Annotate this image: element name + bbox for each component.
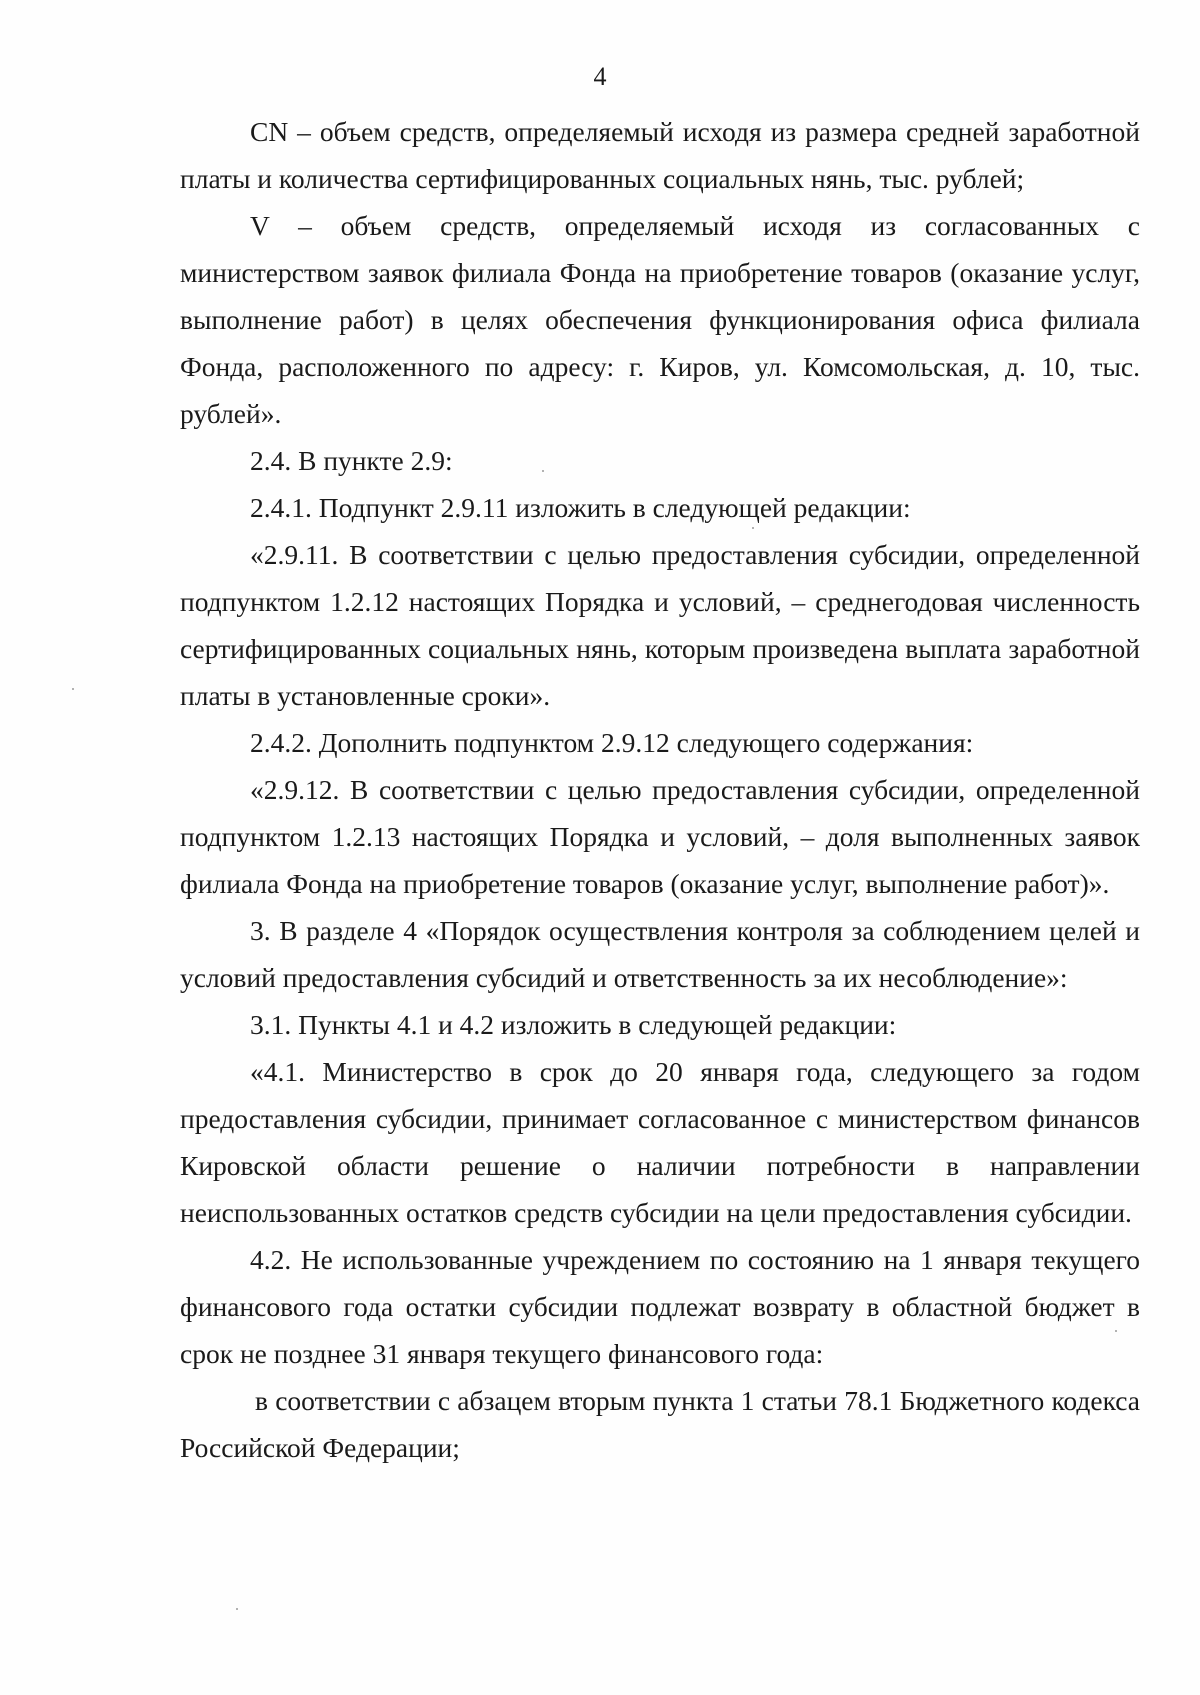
paragraph-cn-definition: CN – объем средств, определяемый исходя из размера средней заработной платы и количества сертифицированных социальных нянь, тыс. рублей; (180, 116, 1140, 194)
document-body (180, 108, 1140, 1471)
page-number: 4 (593, 62, 607, 91)
scan-speck (542, 470, 544, 472)
scan-speck (236, 1608, 238, 1610)
scan-speck (752, 527, 754, 529)
paragraph-budget-code: в соответствии с абзацем вторым пункта 1 статьи 78.1 Бюджетного кодекса Российской Федерации; (180, 1385, 1140, 1463)
paragraph-2-4-1: 2.4.1. Подпункт 2.9.11 изложить в следующей редакции: (250, 492, 911, 523)
paragraph-2-9-12: «2.9.12. В соответствии с целью предоставления субсидии, определенной подпунктом 1.2.13 настоящих Порядка и условий, – доля выполненных заявок филиала Фонда на приобретение товаров (оказание услуг, выполнение работ)». (180, 774, 1140, 899)
paragraph-4-1: «4.1. Министерство в срок до 20 января года, следующего за годом предоставления субсидии, принимает согласованное с министерством финансов Кировской области решение о наличии потребности в направлении неиспользованных остатков средств субсидии на цели предоставления субсидии. (180, 1056, 1140, 1228)
paragraph-2-4-2: 2.4.2. Дополнить подпунктом 2.9.12 следующего содержания: (250, 727, 974, 758)
paragraph-v-definition: V – объем средств, определяемый исходя из согласованных с министерством заявок филиала Фонда на приобретение товаров (оказание услуг, выполнение работ) в целях обеспечения функционирования офиса филиала Фонда, расположенного по адресу: г. Киров, ул. Комсомольская, д. 10, тыс. рублей». (180, 210, 1140, 429)
paragraph-2-9-11: «2.9.11. В соответствии с целью предоставления субсидии, определенной подпунктом 1.2.12 настоящих Порядка и условий, – среднегодовая численность сертифицированных социальных нянь, которым произведена выплата заработной платы в установленные сроки». (180, 539, 1140, 711)
scan-speck (1115, 1330, 1117, 1332)
paragraph-3-1: 3.1. Пункты 4.1 и 4.2 изложить в следующей редакции: (250, 1009, 897, 1040)
scan-speck (72, 688, 74, 690)
paragraph-4-2: 4.2. Не использованные учреждением по состоянию на 1 января текущего финансового года остатки субсидии подлежат возврату в областной бюджет в срок не позднее 31 января текущего финансового года: (180, 1244, 1140, 1369)
paragraph-section-3: 3. В разделе 4 «Порядок осуществления контроля за соблюдением целей и условий предоставления субсидий и ответственность за их несоблюдение»: (180, 915, 1140, 993)
paragraph-2-4: 2.4. В пункте 2.9: (250, 445, 453, 476)
